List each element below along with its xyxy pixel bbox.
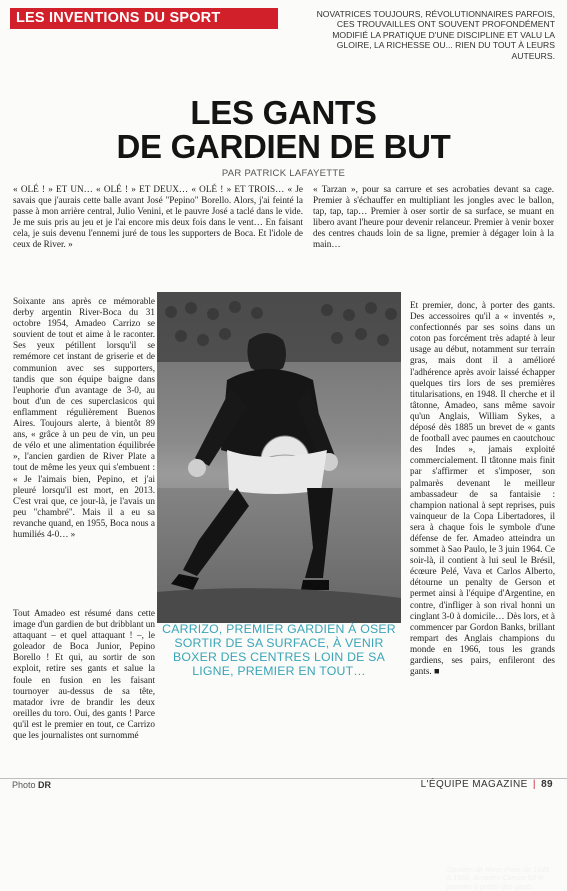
right-column-top-text <box>313 184 554 251</box>
article-paragraph-intro <box>13 184 303 251</box>
pull-quote: CARRIZO, PREMIER GARDIEN À OSER SORTIR DE SA SURFACE, À VENIR BOXER DES CENTRES LOIN DE SA LIGNE, PREMIER EN TOUT… <box>162 622 396 678</box>
intro-paragraph: « OLÉ ! » ET UN… « OLÉ ! » ET DEUX… « OLÉ ! » ET TROIS… « Je savais que j'aurais cette balle avant José "Pepino" Borello. Alors, j'ai feinté la passe à mon arrière central, Julio Venini, et le pauvre José a taclé dans le vide. Je me suis pris au jeu et je l'ai encore mis deux fois dans le vent… En faisant cela, je suis devenu l'ennemi juré de tous les supporters de Boca. Et l'idole de ceux de River. » <box>13 184 303 250</box>
left-bot-paragraph: Tout Amadeo est résumé dans cette image d'un gardien de but dribblant un attaquant – et quel attaquant ! –, le goleador de Boca Junior, Pepino Borello ! Et qui, au sortir de son exploit, retire ses gants et salue la foule en fusion en les faisant tournoyer au-dessus de sa tête, matador ivre de brandir les deux oreilles du toro. Oui, des gants ! Parce qu'il est le premier en tout, ce Carrizo que les journalistes ont surnommé <box>13 608 155 741</box>
article-title <box>0 96 567 164</box>
photo-caption: Gardien de River Plate de 1945 à 1968, Amadeo Carrizo fut le premier à porter des gants. <box>447 865 550 891</box>
section-intro: NOVATRICES TOUJOURS, RÉVOLUTIONNAIRES PARFOIS, CES TROUVAILLES ONT SOUVENT PROFONDÉMENT MODIFIÉ LA PRATIQUE D'UNE DISCIPLINE ET VALU LA GLOIRE, LA RICHESSE OU... RIEN DU TOUT À LEURS AUTEURS. <box>316 9 555 61</box>
byline: PAR PATRICK LAFAYETTE <box>221 168 346 179</box>
section-banner <box>10 8 278 28</box>
left-mid-paragraph: Soixante ans après ce mémorable derby argentin River-Boca du 31 octobre 1954, Amadeo Carrizo se souvient de tout et aime à le raconter. Ses yeux pétillent lorsqu'il se remémore cet instant de griserie et de communion avec ses supporters, tandis que son équipe baigne dans l'euphorie d'un avantage de 3-0, au bout d'un de ces superclasicos qui enflamment régulièrement Buenos Aires. Toujours alerte, à bientôt 89 ans, « grâce à un peu de vin, un peu de vélo et une alimentation équilibrée », l'ancien gardien de River Plate a tout de même les yeux qui s'embuent : « Je l'aimais bien, Pepino, et j'ai pleuré lorsqu'il est mort, en 2013. C'est vrai que, ce jour-là, je l'avais un peu "chambré". Mais il a eu sa revanche quand, en 1955, Boca nous a humiliés 4-0… » <box>13 296 155 539</box>
photo-credit <box>12 780 51 790</box>
section-title: LES INVENTIONS DU SPORT <box>16 10 221 26</box>
credit-label: Photo <box>12 780 36 790</box>
title-line-2: DE GARDIEN DE BUT <box>116 128 451 165</box>
right-bot-paragraph: Et premier, donc, à porter des gants. Des accessoires qu'il a « inventés », confectionnés par ses soins dans un coton pas forcément très adapté à leur usage au début, notamment sur terrain gras, mais dont il a amélioré l'adhérence après avoir laissé échapper quelques tirs lors de ses premières titularisations, en 1948. Il cherche et il tâtonne, Amadeo, sans même savoir qu'un Anglais, William Sykes, a déposé dès 1885 un brevet de « gants de football avec paumes en caoutchouc des Indes », jamais exploité commercialement. Il tâtonne mais finit par s'affirmer et s'imposer, son palmarès devenant le meilleur ambassadeur de sa fantaisie : champion national à sept reprises, puis vainqueur de la Copa Libertadores, il sera à chaque fois le symbole d'une défense de fer. Amadeo atteindra un sommet à Sao Paulo, le 3 juin 1964. Ce soir-là, il contient à lui seul le Brésil, écœure Pelé, Vava et Carlos Alberto, détourne un penalty de Gerson et permet ainsi à l'équipe d'Argentine, en contre, d'infliger à son rival honni un cinglant 3-0 à domicile… Dès lors, et à commencer par Gordon Banks, brillant rempart des Anglais champions du monde en 1966, tous les grands gardiens, ses pairs, enfileront des gants. ■ <box>410 300 555 677</box>
left-column-middle <box>13 296 155 540</box>
credit-value: DR <box>38 780 52 790</box>
goalkeeper-photo-illustration <box>157 292 401 623</box>
title-line-1: LES GANTS <box>190 94 377 131</box>
magazine-name: L'ÉQUIPE MAGAZINE <box>420 779 528 790</box>
left-column-bottom <box>13 608 155 741</box>
right-top-visible-paragraph: « Tarzan », pour sa carrure et ses acrobaties devant sa cage. Premier à s'échauffer en multipliant les jongles avec le ballon, tap, tap, tap… Premier à oser sortir de sa surface, se muant en libero avant l'heure pour devenir relanceur. Premier à venir boxer des centres chauds loin de sa ligne, premier à dégager loin à la main… <box>313 184 554 250</box>
right-column <box>410 300 555 677</box>
footer-separator: | <box>532 779 536 790</box>
magazine-footer <box>421 779 553 790</box>
banner-rule <box>10 28 278 29</box>
page-number: 89 <box>541 779 553 790</box>
